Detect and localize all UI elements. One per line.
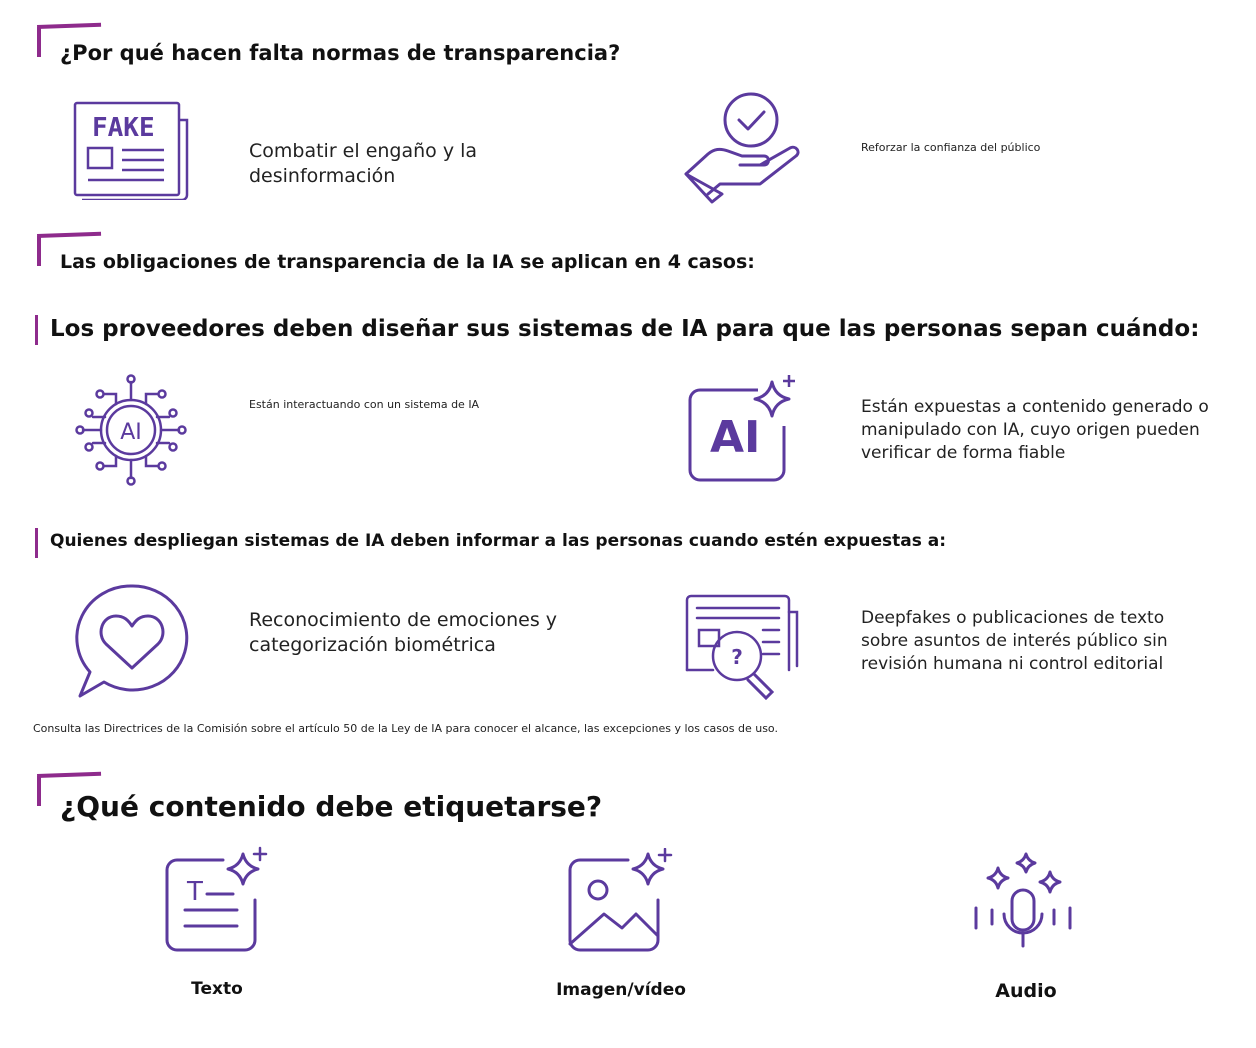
svg-text:T: T — [187, 877, 203, 907]
reason-text-trust: Reforzar la confianza del público — [861, 141, 1041, 154]
deployers-heading: Quienes despliegan sistemas de IA deben informar a las personas cuando estén expuestas a: — [50, 531, 947, 551]
ai-chip-icon — [74, 373, 188, 487]
providers-heading: Los proveedores deben diseñar sus sistemas de IA para que las personas sepan cuándo: — [50, 316, 1200, 342]
svg-text:AI: AI — [120, 420, 142, 445]
deployer-text-emotions: Reconocimiento de emociones y categorización biométrica — [249, 609, 558, 656]
image-sparkle-icon — [566, 848, 676, 954]
reason-text-disinformation: Combatir el engaño y la desinformación — [249, 140, 478, 187]
heart-bubble-icon — [74, 582, 190, 700]
fake-news-icon — [72, 100, 192, 200]
svg-text:FAKE: FAKE — [92, 113, 155, 143]
text-sparkle-icon — [163, 846, 273, 954]
content-label-audio: Audio — [995, 980, 1057, 1002]
svg-text:AI: AI — [710, 412, 761, 463]
guidelines-note: Consulta las Directrices de la Comisión sobre el artículo 50 de la Ley de IA para conocer el alcance, las excepciones y los casos de uso. — [33, 722, 778, 735]
section2-heading: Las obligaciones de transparencia de la IA se aplican en 4 casos: — [60, 251, 755, 273]
document-search-icon — [685, 594, 803, 700]
ai-sparkle-icon — [688, 374, 800, 484]
provider-text-generated: Están expuestas a contenido generado o manipulado con IA, cuyo origen pueden verificar de forma fiable — [861, 397, 1209, 463]
microphone-sparkle-icon — [972, 852, 1076, 952]
content-label-text: Texto — [191, 979, 243, 999]
hand-check-icon — [683, 92, 803, 210]
provider-text-interaction: Están interactuando con un sistema de IA — [249, 398, 480, 411]
section1-heading: ¿Por qué hacen falta normas de transparencia? — [60, 41, 621, 65]
content-label-image-video: Imagen/vídeo — [556, 980, 686, 1000]
section3-heading: ¿Qué contenido debe etiquetarse? — [60, 790, 603, 823]
subsection-bar — [35, 315, 38, 345]
subsection-bar — [35, 528, 38, 558]
svg-text:?: ? — [731, 645, 743, 669]
deployer-text-deepfakes: Deepfakes o publicaciones de texto sobre asuntos de interés público sin revisión humana ni control editorial — [861, 608, 1168, 674]
